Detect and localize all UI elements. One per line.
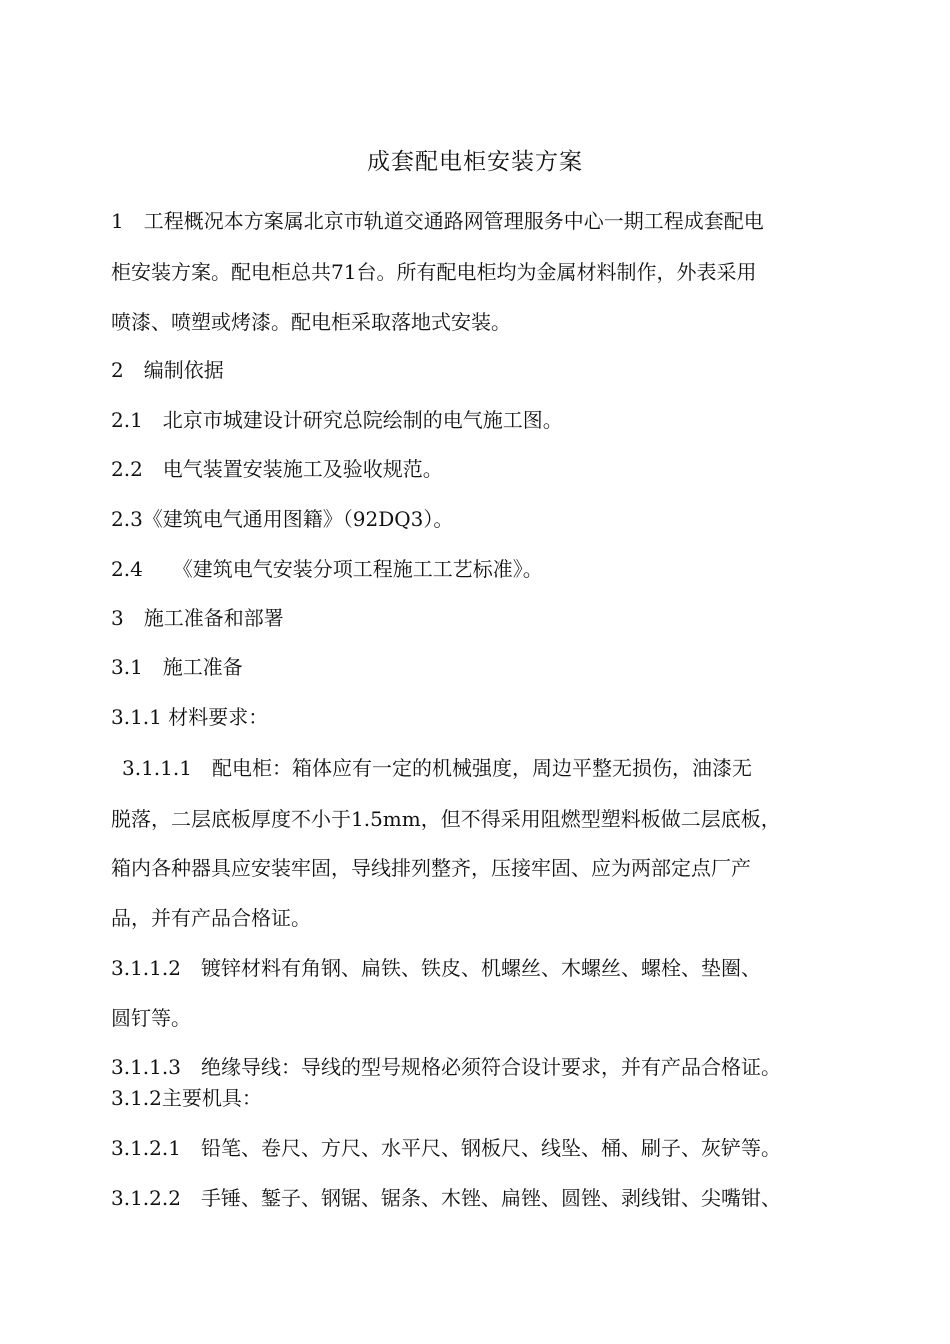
subsection-heading: 3.1.1 材料要求： <box>111 705 269 729</box>
paragraph-line: 品，并有产品合格证。 <box>111 906 311 930</box>
paragraph-line: 1 工程概况本方案属北京市轨道交通路网管理服务中心一期工程成套配电 <box>111 209 764 233</box>
paragraph-line: 3.1.2.2 手锤、錾子、钢锯、锯条、木锉、扁锉、圆锉、剥线钳、尖嘴钳、 <box>111 1186 781 1210</box>
paragraph-line: 2.2 电气装置安装施工及验收规范。 <box>111 457 443 481</box>
subsection-heading: 3.1.2主要机具： <box>111 1086 262 1110</box>
paragraph-line: 3.1.1.3 绝缘导线：导线的型号规格必须符合设计要求，并有产品合格证。 <box>111 1055 781 1079</box>
paragraph-line: 柜安装方案。配电柜总共71台。所有配电柜均为金属材料制作，外表采用 <box>111 260 757 284</box>
section-heading: 3 施工准备和部署 <box>111 606 284 630</box>
paragraph-line: 喷漆、喷塑或烤漆。配电柜采取落地式安装。 <box>111 310 511 334</box>
paragraph-line: 3.1.1.1 配电柜：箱体应有一定的机械强度，周边平整无损伤，油漆无 <box>122 756 752 780</box>
paragraph-line: 圆钉等。 <box>111 1006 191 1030</box>
paragraph-line: 2.3《建筑电气通用图籍》（92DQ3）。 <box>111 507 454 531</box>
paragraph-line: 2.1 北京市城建设计研究总院绘制的电气施工图。 <box>111 408 563 432</box>
section-heading: 2 编制依据 <box>111 358 224 382</box>
subsection-heading: 3.1 施工准备 <box>111 655 243 679</box>
paragraph-line: 3.1.2.1 铅笔、卷尺、方尺、水平尺、钢板尺、线坠、桶、刷子、灰铲等。 <box>111 1136 781 1160</box>
page-title: 成套配电柜安装方案 <box>367 149 583 175</box>
paragraph-line: 箱内各种器具应安装牢固，导线排列整齐，压接牢固、应为两部定点厂产 <box>111 856 751 880</box>
paragraph-line: 2.4 《建筑电气安装分项工程施工工艺标准》。 <box>111 557 543 581</box>
paragraph-line: 脱落，二层底板厚度不小于1.5mm，但不得采用阻燃型塑料板做二层底板， <box>111 807 781 831</box>
paragraph-line: 3.1.1.2 镀锌材料有角钢、扁铁、铁皮、机螺丝、木螺丝、螺栓、垫圈、 <box>111 956 761 980</box>
